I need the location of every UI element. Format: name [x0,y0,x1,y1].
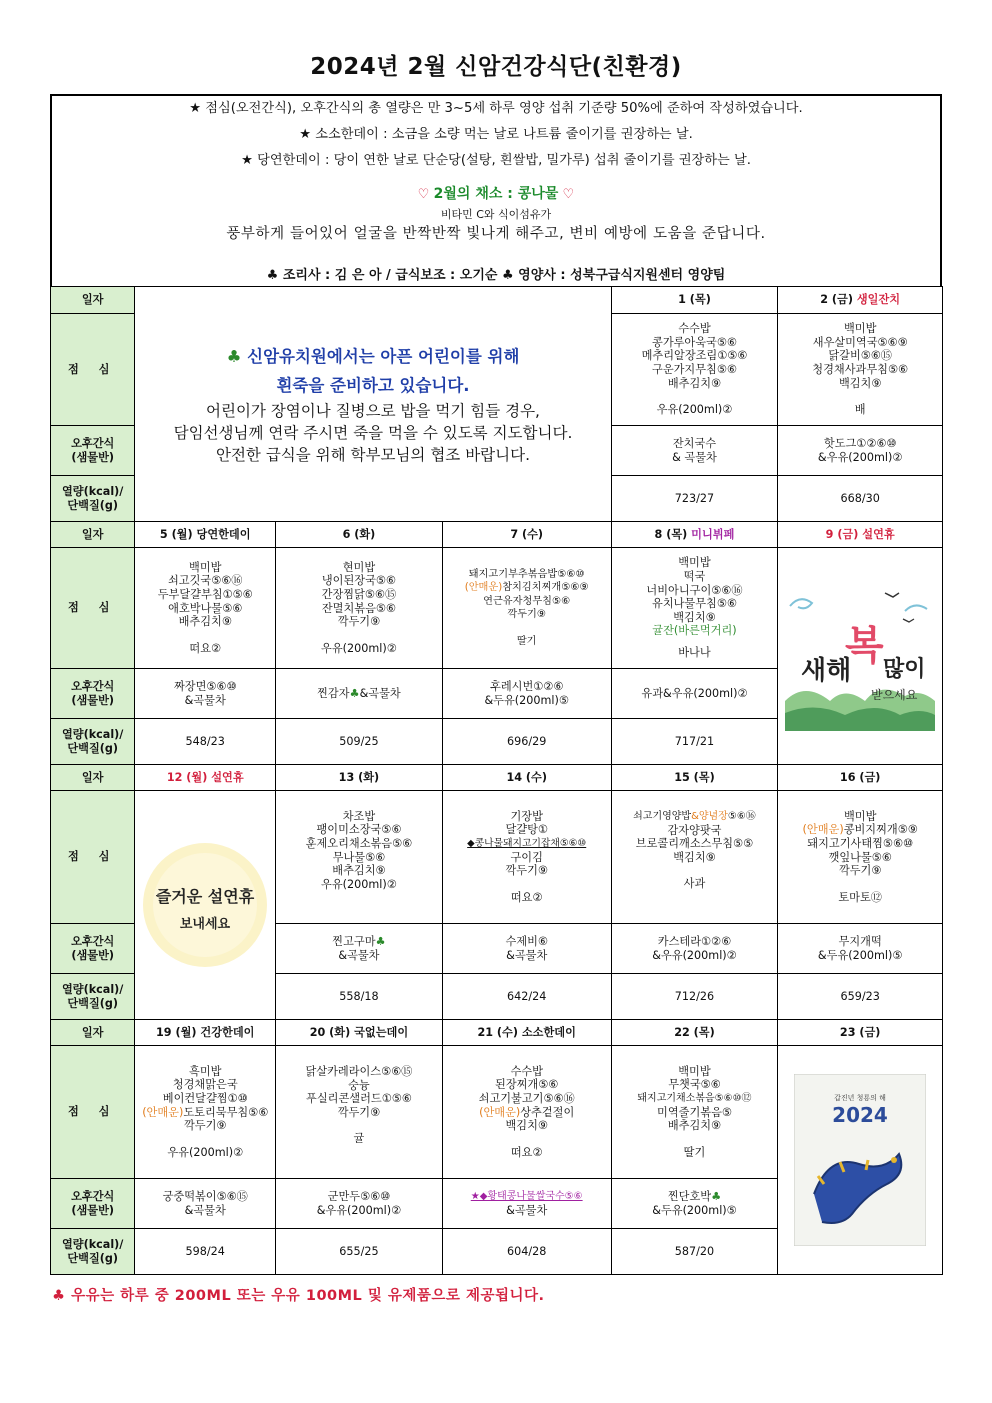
info-line-3: ★ 당연한데이 : 당이 연한 날로 단순당(설탕, 흰쌀밥, 밀가루) 섭취 줄이기를 권장하는 날. [241,153,751,168]
dragon-2024-icon [794,1074,926,1246]
staff-line: ♣ 조리사 : 김 은 아 / 급식보조 : 오기순 ♣ 영양사 : 성북구급식지원센터 영양팀 [266,268,726,283]
dragon-year-image [778,1046,943,1275]
date-header: 8 (목) 미니뷔페 [611,522,778,548]
notice-box [135,287,611,522]
kcal-cell: 598/24 [135,1229,276,1275]
date-label: 일자 [51,765,135,791]
info-line-2: ★ 소소한데이 : 소금을 소량 먹는 날로 나트륨 줄이기를 권장하는 날. [299,127,693,142]
lunch-cell: 백미밥 떡국 너비아니구이⑤⑥⑯ 유치나물무침⑤⑥ 백김치⑨ 귤잔(바른먹거리) 바나나 [611,548,778,669]
svg-text:즐거운 설연휴: 즐거운 설연휴 [156,887,255,906]
veg-title: 2월의 채소 : 콩나물 [433,186,559,202]
date-header: 15 (목) [611,765,778,791]
lunch-cell: 백미밥 쇠고깃국⑤⑥⑯ 두부달걀부침①⑤⑥ 애호박나물⑤⑥ 배추김치⑨ 떠요② [135,548,276,669]
date-label: 일자 [51,1020,135,1046]
notice-line-2: 흰죽을 준비하고 있습니다. [276,376,470,395]
kcal-cell: 587/20 [611,1229,778,1275]
snack-cell: 궁중떡볶이⑤⑥⑮ &곡물차 [135,1179,276,1229]
snack-label: 오후간식 (샘물반) [51,924,135,974]
snack-cell: 짜장면⑤⑥⑩ &곡물차 [135,669,276,719]
kcal-cell: 548/23 [135,719,276,765]
club-icon: ♣ [375,934,386,948]
kcal-cell: 642/24 [442,974,611,1020]
snack-cell: 유과&우유(200ml)② [611,669,778,719]
veg-of-month [52,183,940,203]
snack-cell: ★◆황태콩나물쌀국수⑤⑥ &곡물차 [442,1179,611,1229]
notice-line-4: 담임선생님께 연락 주시면 죽을 먹을 수 있도록 지도합니다. [173,424,573,442]
lunch-label: 점 심 [51,314,135,426]
lunch-cell: 쇠고기영양밥&양념장⑤⑥⑯ 감자양팟국 브로콜리깨소스무침⑤⑤ 백김치⑨ 사과 [611,791,778,924]
date-header: 12 (월) 설연휴 [135,765,276,791]
kcal-cell: 659/23 [778,974,943,1020]
snack-cell: 무지개떡 &두유(200ml)⑤ [778,924,943,974]
lunch-cell: 현미밥 냉이된장국⑤⑥ 간장찜닭⑤⑥⑮ 잔멸치볶음⑤⑥ 깍두기⑨ 우유(200ml)② [276,548,443,669]
club-icon: ♣ [52,1288,66,1304]
page-title: 2024년 2월 신암건강식단(친환경) [310,54,682,80]
snack-cell: 잔치국수 & 곡물차 [611,426,778,476]
kcal-cell: 604/28 [442,1229,611,1275]
snack-cell: 핫도그①②⑥⑩ &우유(200ml)② [778,426,943,476]
snack-cell: 수제비⑥ &곡물차 [442,924,611,974]
svg-text:보내세요: 보내세요 [180,917,231,932]
date-header: 23 (금) [778,1020,943,1046]
info-line-1: ★ 점심(오전간식), 오후간식의 총 열량은 만 3~5세 하루 영양 섭취 기준량 50%에 준하여 작성하였습니다. [189,101,803,116]
snack-cell: 찐감자♣&곡물차 [276,669,443,719]
svg-text:복: 복 [845,622,884,669]
club-icon: ♣ [349,686,360,700]
kcal-label: 열량(kcal)/ 단백질(g) [51,974,135,1020]
lunch-cell: 닭살카레라이스⑤⑥⑮ 숭늉 푸실리콘샐러드①⑤⑥ 깍두기⑨ 귤 [276,1046,443,1179]
svg-text:새해: 새해 [801,656,852,686]
lunch-cell: 백미밥 (안매운)콩비지찌개⑤⑨ 돼지고기사태찜⑤⑥⑩ 깻잎나물⑤⑥ 깍두기⑨ 토마토⑫ [778,791,943,924]
date-header: 2 (금) 생일잔치 [778,287,943,314]
info-box [50,94,942,286]
date-label: 일자 [51,287,135,314]
notice-line-3: 어린이가 장염이나 질병으로 밥을 먹기 힘들 경우, [206,402,540,420]
new-year-image [778,548,943,765]
lunch-cell: 차조밥 팽이미소장국⑤⑥ 훈제오리채소볶음⑤⑥ 무나물⑤⑥ 배추김치⑨ 우유(200ml)② [276,791,443,924]
lunch-cell: 수수밥 콩가루아욱국⑤⑥ 메추리알장조림①⑤⑥ 구운가지무침⑤⑥ 배추김치⑨ 우유(200ml)② [611,314,778,426]
lunch-label: 점 심 [51,791,135,924]
snack-cell: 카스테라①②⑥ &우유(200ml)② [611,924,778,974]
snack-cell: 찐고구마♣ &곡물차 [276,924,443,974]
kcal-cell: 712/26 [611,974,778,1020]
kcal-cell: 696/29 [442,719,611,765]
lunch-cell: 돼지고기부추볶음밥⑤⑥⑩ (안매운)참치김치찌개⑤⑥⑨ 연근유자청무침⑤⑥ 깍두기⑨ 딸기 [442,548,611,669]
lunch-label: 점 심 [51,1046,135,1179]
kcal-label: 열량(kcal)/ 단백질(g) [51,1229,135,1275]
date-header: 22 (목) [611,1020,778,1046]
club-icon: ♣ [226,347,242,366]
veg-desc: 풍부하게 들어있어 얼굴을 반짝반짝 빛나게 해주고, 변비 예방에 도움을 준답니다. [226,226,766,242]
date-header: 1 (목) [611,287,778,314]
svg-text:많이: 많이 [883,656,926,682]
kcal-cell: 717/21 [611,719,778,765]
date-header: 7 (수) [442,522,611,548]
kcal-cell: 668/30 [778,476,943,522]
holiday-image [135,791,276,1020]
snack-label: 오후간식 (샘물반) [51,669,135,719]
new-year-greeting-icon [785,581,935,731]
kcal-cell: 723/27 [611,476,778,522]
lunch-cell: 흑미밥 청경채맑은국 베이컨달걀찜①⑩ (안매운)도토리묵무침⑤⑥ 깍두기⑨ 우유(200ml)② [135,1046,276,1179]
kcal-label: 열량(kcal)/ 단백질(g) [51,476,135,522]
snack-cell: 군만두⑤⑥⑩ &우유(200ml)② [276,1179,443,1229]
date-header: 6 (화) [276,522,443,548]
svg-text:2024: 2024 [832,1103,888,1127]
notice-line-5: 안전한 급식을 위해 학부모님의 협조 바랍니다. [215,446,531,464]
svg-text:갑진년 청룡의 해: 갑진년 청룡의 해 [834,1094,887,1102]
snack-label: 오후간식 (샘물반) [51,1179,135,1229]
snack-label: 오후간식 (샘물반) [51,426,135,476]
lunch-cell: 수수밥 된장찌개⑤⑥ 쇠고기불고기⑤⑥⑯ (안매운)상추겉절이 백김치⑨ 떠요② [442,1046,611,1179]
date-header: 13 (화) [276,765,443,791]
snack-cell: 찐단호박♣ &두유(200ml)⑤ [611,1179,778,1229]
date-header: 16 (금) [778,765,943,791]
lunch-cell: 백미밥 새우살미역국⑤⑥⑨ 닭갈비⑤⑥⑮ 청경채사과무침⑤⑥ 백김치⑨ 배 [778,314,943,426]
holiday-greeting-icon [140,830,270,980]
lunch-cell: 기장밥 달걀탕① ◆콩나물돼지고기잡채⑤⑥⑩ 구이김 깍두기⑨ 떠요② [442,791,611,924]
kcal-cell: 509/25 [276,719,443,765]
notice-line-1: ♣ 신암유치원에서는 아픈 어린이를 위해 [226,347,520,366]
heart-icon: ♡ [417,187,430,202]
kcal-cell: 558/18 [276,974,443,1020]
date-header: 21 (수) 소소한데이 [442,1020,611,1046]
date-label: 일자 [51,522,135,548]
footer-text: 우유는 하루 중 200ML 또는 우유 100ML 및 유제품으로 제공됩니다. [71,1288,545,1304]
heart-icon: ♡ [562,187,575,202]
club-icon: ♣ [711,1189,722,1203]
date-header: 14 (수) [442,765,611,791]
veg-sub: 비타민 C와 식이섬유가 [440,208,552,221]
kcal-cell: 655/25 [276,1229,443,1275]
menu-table [50,286,943,1275]
date-header: 5 (월) 당연한데이 [135,522,276,548]
lunch-cell: 백미밥 무챗국⑤⑥ 돼지고기채소볶음⑤⑥⑩⑫ 미역줄기볶음⑤ 배추김치⑨ 딸기 [611,1046,778,1179]
date-header: 9 (금) 설연휴 [778,522,943,548]
lunch-label: 점 심 [51,548,135,669]
svg-text:받으세요: 받으세요 [871,688,918,702]
date-header: 19 (월) 건강한데이 [135,1020,276,1046]
date-header: 20 (화) 국없는데이 [276,1020,443,1046]
kcal-label: 열량(kcal)/ 단백질(g) [51,719,135,765]
snack-cell: 후레시번①②⑥ &두유(200ml)⑤ [442,669,611,719]
footer-note [52,1284,545,1305]
